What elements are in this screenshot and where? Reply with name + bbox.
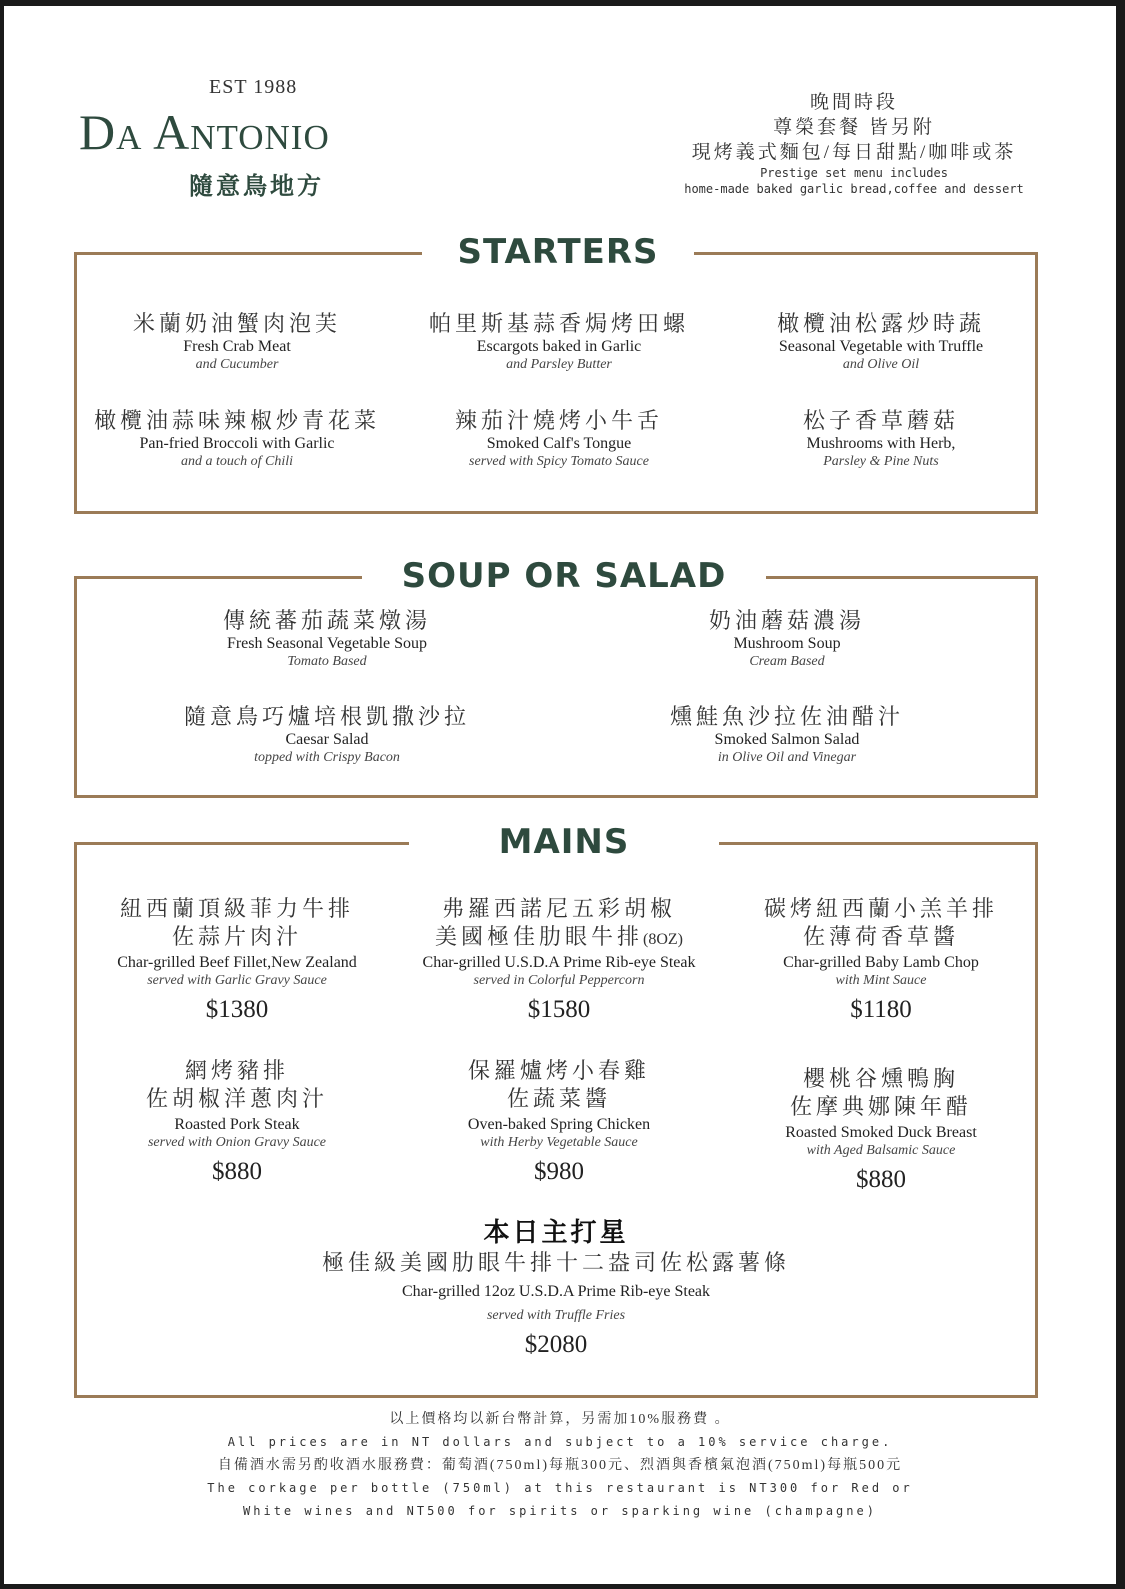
item-name-zh: 燻鮭魚沙拉佐油醋汁 (669, 704, 904, 729)
item-sauce-zh (77, 923, 397, 954)
item-name-en: Char-grilled U.S.D.A Prime Rib-eye Steak (422, 954, 696, 971)
item-name-en: Char-grilled Baby Lamb Chop (783, 954, 979, 971)
item-sauce-zh (397, 1085, 721, 1116)
item-description: with Herby Vegetable Sauce (480, 1135, 638, 1150)
special-price: $2080 (524, 1331, 588, 1358)
item-name-zh: 紐西蘭頂級菲力牛排 (119, 896, 354, 921)
special-name-en: Char-grilled 12oz U.S.D.A Prime Rib-eye Steak (401, 1283, 711, 1300)
item-sauce-zh-text: 佐蒜片肉汁 (171, 924, 302, 949)
restaurant-logo: Da Antonio (79, 104, 330, 160)
price-notes (4, 1408, 1116, 1523)
section-title: MAINS (409, 821, 719, 863)
item-description: with Mint Sauce (835, 973, 927, 988)
item-name-en: Char-grilled Beef Fillet,New Zealand (117, 954, 357, 971)
item-name-en: Mushrooms with Herb, (806, 435, 956, 452)
menu-item (137, 607, 517, 671)
note-line: 現烤義式麵包/每日甜點/咖啡或茶 (691, 142, 1017, 163)
item-name-en: Roasted Pork Steak (174, 1116, 300, 1133)
menu-item (77, 407, 397, 471)
item-name-zh: 奶油蘑菇濃湯 (708, 608, 865, 633)
item-sauce-zh-text: 佐胡椒洋蔥肉汁 (145, 1086, 328, 1111)
note-line-en: Prestige set menu includes (760, 166, 948, 180)
special-name-zh: 極佳級美國肋眼牛排十二盎司佐松露薯條 (321, 1250, 790, 1275)
item-name-zh: 傳統蕃茄蔬菜燉湯 (222, 608, 431, 633)
item-name-en: Caesar Salad (285, 731, 369, 748)
item-description: topped with Crispy Bacon (254, 750, 400, 765)
note-line: 尊榮套餐 皆另附 (773, 117, 935, 138)
established-year: EST 1988 (209, 76, 298, 98)
item-name-zh: 橄欖油松露炒時蔬 (776, 311, 985, 336)
menu-item (721, 1065, 1041, 1196)
item-sauce-zh-text: 佐薄荷香草醬 (802, 924, 959, 949)
menu-item (397, 895, 721, 1026)
menu-item (137, 703, 517, 767)
item-description: in Olive Oil and Vinegar (717, 750, 857, 765)
item-name-en: Roasted Smoked Duck Breast (785, 1124, 977, 1141)
item-price: $880 (856, 1166, 906, 1193)
item-name-zh: 碳烤紐西蘭小羔羊排 (763, 896, 998, 921)
menu-sheet (4, 6, 1116, 1584)
service-charge-zh: 以上價格均以新台幣計算，另需加10%服務費 。 (389, 1412, 731, 1427)
item-sauce-zh (721, 1093, 1041, 1124)
item-name-zh: 網烤豬排 (184, 1058, 289, 1083)
item-description: served in Colorful Peppercorn (473, 973, 645, 988)
menu-item (721, 310, 1041, 374)
item-name-en: Smoked Salmon Salad (714, 731, 860, 748)
menu-item (77, 895, 397, 1026)
service-charge-en: All prices are in NT dollars and subject to a 10% service charge. (227, 1435, 893, 1449)
set-menu-note (684, 90, 1024, 197)
item-description: Parsley & Pine Nuts (823, 454, 939, 469)
item-name-zh: 保羅爐烤小春雞 (467, 1058, 650, 1083)
section-title: STARTERS (422, 231, 694, 273)
item-sauce-zh-text: 佐蔬菜醬 (506, 1086, 611, 1111)
item-name-zh: 松子香草蘑菇 (802, 408, 959, 433)
menu-item (77, 310, 397, 374)
item-name-en: Smoked Calf's Tongue (486, 435, 632, 452)
item-description: and Parsley Butter (506, 357, 612, 372)
item-name-zh: 辣茄汁燒烤小牛舌 (454, 408, 663, 433)
item-price: $1380 (205, 996, 269, 1023)
mains-section (74, 822, 1038, 1398)
item-sauce-zh (721, 923, 1041, 954)
starters-section (74, 232, 1038, 514)
corkage-note-en: The corkage per bottle (750ml) at this restaurant is NT300 for Red or (207, 1481, 913, 1495)
chef-special (77, 1217, 1035, 1361)
menu-item (721, 407, 1041, 471)
item-description: with Aged Balsamic Sauce (806, 1143, 956, 1158)
item-description: and a touch of Chili (181, 454, 293, 469)
item-description: served with Garlic Gravy Sauce (147, 973, 327, 988)
corkage-note-en: White wines and NT500 for spirits or sparking wine (champagne) (243, 1504, 877, 1518)
item-description: Cream Based (749, 654, 825, 669)
item-description: Tomato Based (287, 654, 367, 669)
item-description: and Olive Oil (842, 357, 920, 372)
item-name-en: Fresh Crab Meat (183, 338, 291, 355)
section-title: SOUP OR SALAD (362, 555, 766, 597)
item-name-en: Fresh Seasonal Vegetable Soup (226, 635, 428, 652)
note-line: 晚間時段 (809, 92, 898, 113)
note-line-en: home-made baked garlic bread,coffee and dessert (684, 182, 1024, 196)
soup-salad-section (74, 556, 1038, 798)
item-description: served with Spicy Tomato Sauce (469, 454, 649, 469)
item-sauce-zh-text: 佐摩典娜陳年醋 (789, 1094, 972, 1119)
item-name-en: Seasonal Vegetable with Truffle (778, 338, 984, 355)
menu-item (597, 703, 977, 767)
item-description: and Cucumber (195, 357, 279, 372)
menu-item (397, 407, 721, 471)
item-name-en: Oven-baked Spring Chicken (467, 1116, 651, 1133)
item-name-zh: 櫻桃谷燻鴨胸 (802, 1066, 959, 1091)
item-price: $880 (212, 1158, 262, 1185)
item-sauce-zh (397, 923, 721, 954)
corkage-note-zh: 自備酒水需另酌收酒水服務費：葡萄酒(750ml)每瓶300元、烈酒與香檳氣泡酒(750ml)每瓶500元 (217, 1458, 903, 1473)
item-name-en: Pan-fried Broccoli with Garlic (139, 435, 335, 452)
item-name-zh: 米蘭奶油蟹肉泡芙 (132, 311, 341, 336)
item-name-en: Escargots baked in Garlic (476, 338, 642, 355)
menu-item (77, 1057, 397, 1188)
menu-item (721, 895, 1041, 1026)
item-name-zh: 橄欖油蒜味辣椒炒青花菜 (93, 408, 380, 433)
menu-item (397, 310, 721, 374)
item-name-zh: 帕里斯基蒜香焗烤田螺 (428, 311, 689, 336)
item-sauce-zh-text: 美國極佳肋眼牛排 (435, 924, 644, 949)
menu-item (397, 1057, 721, 1188)
item-price: $1180 (850, 996, 912, 1023)
item-sauce-zh (77, 1085, 397, 1116)
item-name-en: Mushroom Soup (733, 635, 841, 652)
item-name-zh: 弗羅西諾尼五彩胡椒 (441, 896, 676, 921)
item-price: $1580 (527, 996, 591, 1023)
restaurant-name-zh: 隨意鳥地方 (189, 174, 324, 200)
menu-item (597, 607, 977, 671)
item-price: $980 (534, 1158, 584, 1185)
item-size-note: (8OZ) (643, 931, 683, 948)
special-title: 本日主打星 (483, 1218, 629, 1247)
special-description: served with Truffle Fries (486, 1308, 626, 1323)
item-description: served with Onion Gravy Sauce (147, 1135, 327, 1150)
item-name-zh: 隨意鳥巧爐培根凱撒沙拉 (183, 704, 470, 729)
